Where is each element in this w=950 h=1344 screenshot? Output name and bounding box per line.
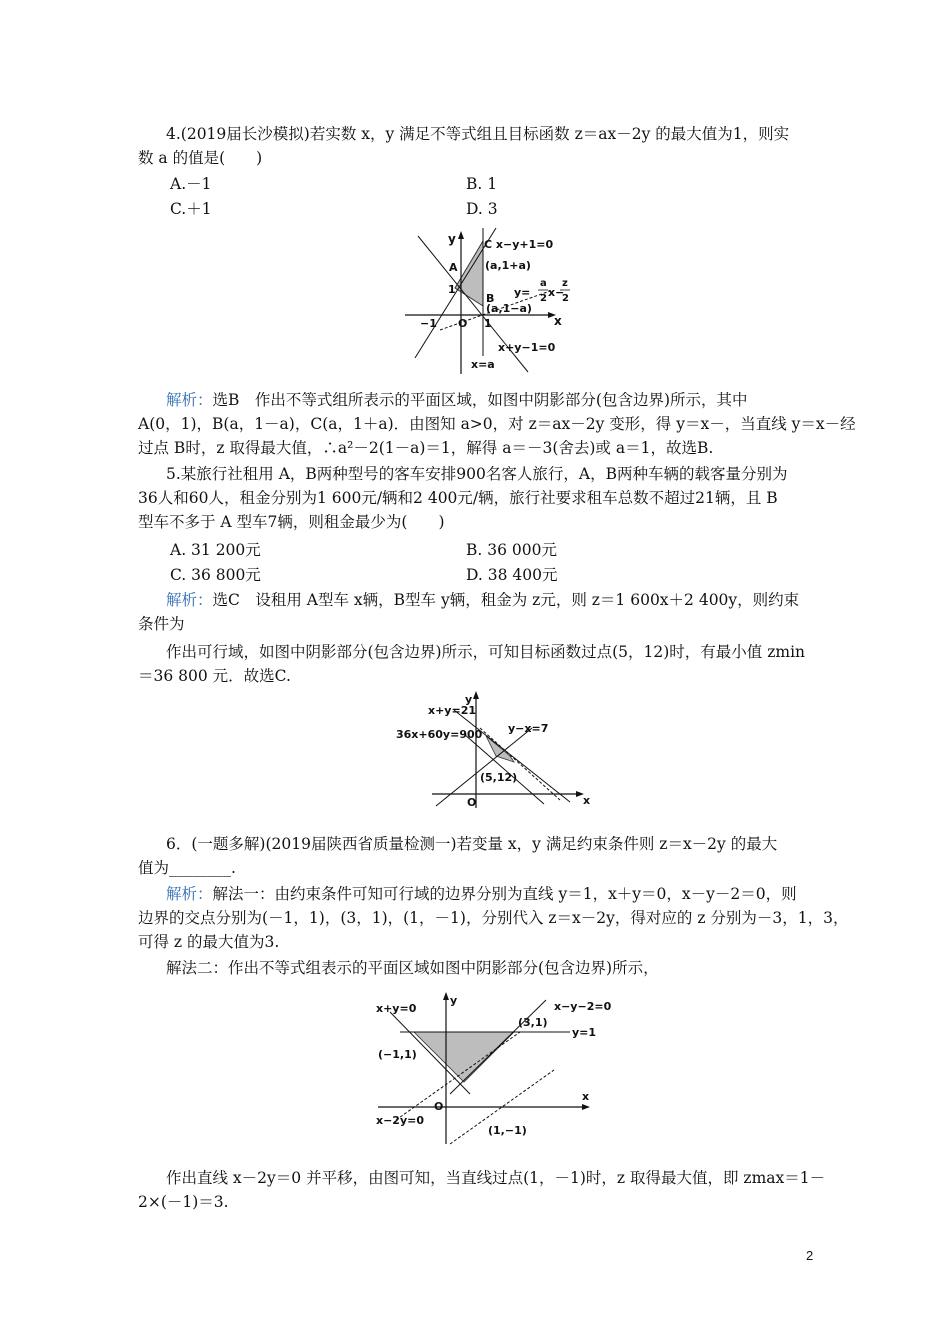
q6-solution-text1: 解法一：由约束条件可知可行域的边界分别为直线 y＝1，x＋y＝0，x－y－2＝0，则 [212, 885, 797, 903]
q5-line2: 36人和60人，租金分别为1 600元/辆和2 400元/辆，旅行社要求租车总数不超过21辆，且 B [138, 489, 778, 507]
q5-option-a: A. 31 200元 [170, 541, 261, 559]
q4-fig-one-y: 1 [448, 283, 456, 296]
q4-fig-x-label: x [554, 314, 562, 328]
q4-fig-objective-2b: 2 [562, 293, 569, 304]
q5-solution-label: 解析： [166, 591, 213, 609]
q6-fig-point-1-m1: (1,−1) [488, 1124, 527, 1137]
q4-option-d: D. 3 [466, 200, 498, 218]
q5-fig-line3-label: y−x=7 [508, 722, 549, 735]
q4-fig-point-c: (a,1+a) [485, 259, 531, 272]
q4-option-b: B. 1 [466, 175, 498, 193]
q4-solution-line3: 过点 B时，z 取得最大值，∴a²－2(1－a)＝1，解得 a＝－3(舍去)或 a＝1，故选B. [138, 439, 714, 457]
q4-fig-point-b: (a,1−a) [486, 302, 532, 315]
q5-option-b: B. 36 000元 [466, 541, 557, 559]
q5-option-d: D. 38 400元 [466, 566, 558, 584]
q6-fig-x-label: x [582, 1090, 590, 1103]
q6-fig-line1-label: x+y=0 [376, 1002, 417, 1015]
q4-solution-label: 解析： [166, 391, 213, 409]
q4-solution-line2: A(0，1)，B(a，1－a)，C(a，1＋a)．由图知 a>0，对 z＝ax－2y 变形，得 y＝x－，当直线 y＝x－经 [138, 415, 856, 433]
q4-fig-objective-2a: 2 [540, 293, 547, 304]
q6-solution-line3: 可得 z 的最大值为3. [138, 933, 280, 951]
q4-line1: 4.(2019届长沙模拟)若实数 x，y 满足不等式组且目标函数 z＝ax－2y 的最大值为1，则实 [166, 125, 790, 143]
q5-fig-line1-label: x+y=21 [428, 704, 477, 717]
q4-solution-line1 [166, 390, 748, 410]
q5-feasible-region [486, 736, 514, 762]
q5-solution-text1: 选C 设租用 A型车 x辆，B型车 y辆，租金为 z元，则 z＝1 600x＋2 400y，则约束 [212, 591, 800, 609]
q4-fig-a-label: A [449, 261, 458, 274]
q4-fig-c-line-label: C x−y+1=0 [484, 238, 554, 251]
q4-fig-one-x: 1 [484, 317, 492, 330]
q6-final-line2: 2×(－1)＝3. [138, 1193, 229, 1211]
q4-fig-b-label: B [486, 292, 495, 305]
q5-solution-line2: 条件为 [138, 615, 185, 633]
q6-solution-line4: 解法二：作出不等式组表示的平面区域如图中阴影部分(包含边界)所示， [166, 959, 659, 977]
q4-fig-minus-one: −1 [420, 317, 437, 330]
q6-final-line1: 作出直线 x－2y＝0 并平移，由图可知，当直线过点(1，－1)时，z 取得最大值，即 zmax＝1－ [166, 1169, 826, 1187]
q4-fig-objective-z: z [562, 278, 568, 289]
q5-solution-line4: ＝36 800 元．故选C. [138, 667, 291, 685]
q4-fig-origin: O [458, 317, 468, 330]
q6-fig-point-m1-1: (−1,1) [378, 1048, 417, 1061]
q4-fig-y-label: y [448, 232, 456, 246]
q5-fig-line2-label: 36x+60y=900 [396, 728, 483, 741]
q4-option-c: C.＋1 [170, 200, 212, 218]
q4-fig-line2-label: x+y−1=0 [498, 341, 556, 354]
q6-solution-label: 解析： [166, 885, 213, 903]
q4-fig-objective-a: a [540, 278, 547, 289]
q5-fig-point: (5,12) [480, 771, 518, 784]
q6-fig-y1-label: y=1 [572, 1026, 597, 1039]
q6-solution-line2: 边界的交点分别为(－1，1)，(3，1)，(1，－1)，分别代入 z＝x－2y，得对应的 z 分别为－3，1，3， [138, 909, 849, 927]
q4-option-a: A.－1 [170, 175, 212, 193]
q6-line2: 值为________. [138, 859, 236, 877]
q5-fig-origin: O [467, 796, 477, 809]
q6-fig-y-label: y [450, 994, 458, 1007]
q6-fig-point-3-1: (3,1) [518, 1016, 548, 1029]
q6-feasible-region [414, 1032, 514, 1082]
q4-feasible-region [455, 241, 483, 306]
q6-fig-line2-label: x−y−2=0 [554, 1000, 612, 1013]
q4-fig-objective-y: y= [514, 286, 531, 299]
q6-figure [370, 986, 620, 1146]
q4-figure [400, 226, 570, 378]
q4-solution-text1: 选B 作出不等式组所表示的平面区域，如图中阴影部分(包含边界)所示，其中 [212, 391, 748, 409]
q5-option-c: C. 36 800元 [170, 566, 261, 584]
q5-solution-line3: 作出可行域，如图中阴影部分(包含边界)所示，可知目标函数过点(5，12)时，有最小值 zmin [166, 643, 806, 661]
q5-figure [392, 690, 604, 810]
q6-line1: 6．(一题多解)(2019届陕西省质量检测一)若变量 x，y 满足约束条件则 z＝x－2y 的最大 [166, 835, 778, 853]
page-number: 2 [806, 1248, 814, 1263]
q5-line3: 型车不多于 A 型车7辆，则租金最少为( ) [138, 513, 445, 531]
q6-fig-origin: O [434, 1100, 444, 1113]
q6-solution-line1 [166, 884, 797, 904]
q5-solution-line1 [166, 590, 799, 610]
q4-fig-objective-mid: x− [548, 286, 565, 299]
q5-fig-x-label: x [583, 794, 591, 807]
q4-fig-xa-label: x=a [471, 358, 495, 371]
q4-line2: 数 a 的值是( ) [138, 149, 263, 167]
q5-line1: 5.某旅行社租用 A，B两种型号的客车安排900名客人旅行，A，B两种车辆的载客量分别为 [166, 465, 788, 483]
q6-fig-line3-label: x−2y=0 [376, 1114, 425, 1127]
q5-fig-y-label: y [465, 693, 473, 706]
